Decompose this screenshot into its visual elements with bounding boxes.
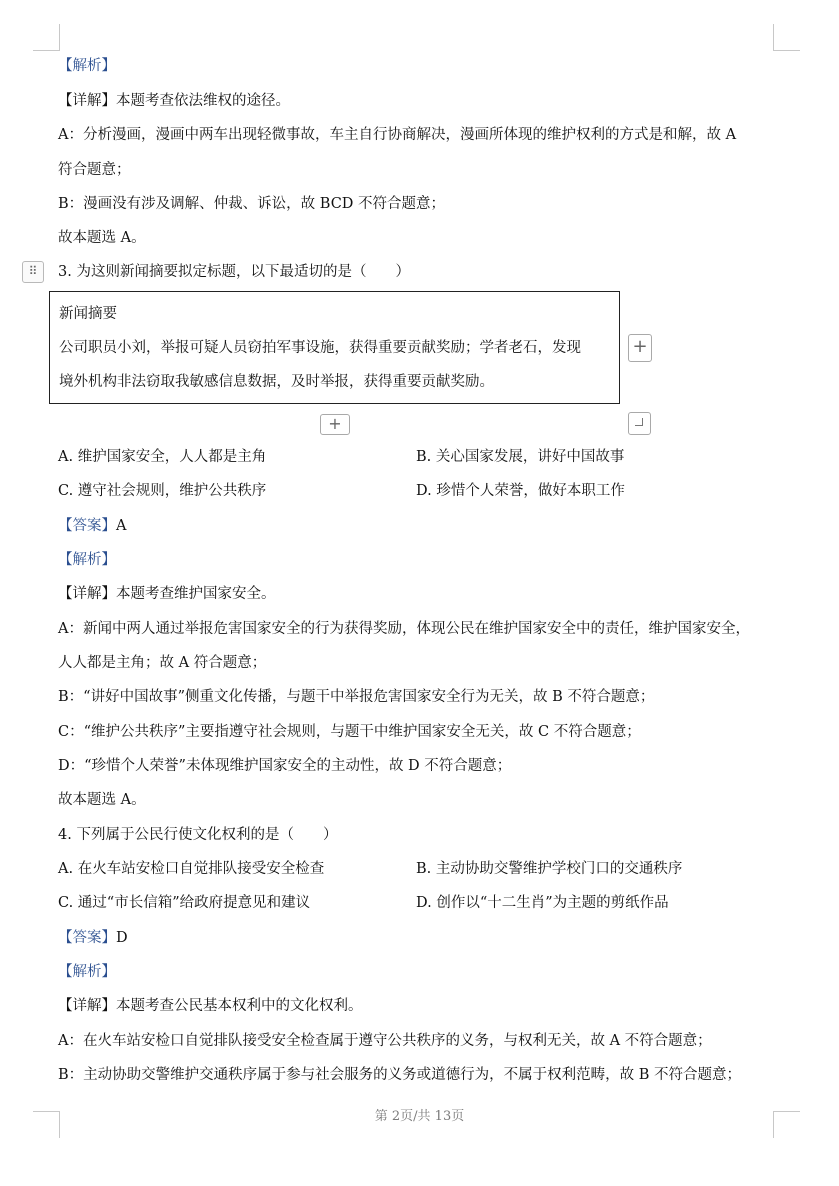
answer-value: A	[116, 518, 127, 534]
drag-handle-icon[interactable]: ⠿	[22, 261, 44, 283]
analysis-label: 【解析】	[58, 552, 116, 568]
question-3-stem: 3. 为这则新闻摘要拟定标题，以下最适切的是（ ）	[58, 264, 410, 280]
add-row-button[interactable]: +	[320, 414, 350, 435]
detail-line: 故本题选 A。	[58, 792, 146, 808]
option-d: D. 创作以“十二生肖”为主题的剪纸作品	[416, 895, 669, 911]
option-a: A. 在火车站安检口自觉排队接受安全检查	[58, 861, 325, 877]
analysis-label: 【解析】	[58, 964, 116, 980]
detail-line: A：分析漫画，漫画中两车出现轻微事故，车主自行协商解决，漫画所体现的维护权利的方式是和解，故 A	[58, 127, 737, 143]
option-c: C. 通过“市长信箱”给政府提意见和建议	[58, 895, 311, 911]
detail-line: B：漫画没有涉及调解、仲裁、诉讼，故 BCD 不符合题意；	[58, 196, 446, 212]
option-b: B. 关心国家发展，讲好中国故事	[416, 449, 625, 465]
option-d: D. 珍惜个人荣誉，做好本职工作	[416, 483, 625, 499]
detail-line: C：“维护公共秩序”主要指遵守社会规则，与题干中维护国家安全无关，故 C 不符合题意；	[58, 724, 641, 740]
news-summary-box	[49, 291, 620, 404]
answer-line	[58, 516, 126, 536]
option-c: C. 遵守社会规则，维护公共秩序	[58, 483, 267, 499]
detail-line: 【详解】本题考查依法维权的途径。	[58, 93, 290, 109]
option-b: B. 主动协助交警维护学校门口的交通秩序	[416, 861, 683, 877]
answer-line	[58, 928, 128, 948]
answer-label: 【答案】	[58, 518, 116, 534]
detail-line: A：新闻中两人通过举报危害国家安全的行为获得奖励，体现公民在维护国家安全中的责任，维护国家安全，	[58, 621, 750, 637]
detail-line: 符合题意；	[58, 162, 131, 178]
corner-mark	[773, 24, 800, 51]
add-column-button[interactable]: +	[628, 334, 652, 362]
answer-label: 【答案】	[58, 930, 116, 946]
detail-line: 故本题选 A。	[58, 230, 146, 246]
option-a: A. 维护国家安全，人人都是主角	[58, 449, 267, 465]
analysis-label: 【解析】	[58, 58, 116, 74]
resize-handle-icon[interactable]	[628, 412, 651, 435]
news-box-title: 新闻摘要	[59, 306, 117, 322]
detail-line: D：“珍惜个人荣誉”未体现维护国家安全的主动性，故 D 不符合题意；	[58, 758, 512, 774]
answer-value: D	[116, 930, 128, 946]
news-box-line: 境外机构非法窃取我敏感信息数据，及时举报，获得重要贡献奖励。	[59, 374, 494, 390]
detail-line: B：“讲好中国故事”侧重文化传播，与题干中举报危害国家安全行为无关，故 B 不符合题意；	[58, 689, 655, 705]
news-box-line: 公司职员小刘，举报可疑人员窃拍军事设施，获得重要贡献奖励；学者老石，发现	[59, 340, 581, 356]
detail-line: A：在火车站安检口自觉排队接受安全检查属于遵守公共秩序的义务，与权利无关，故 A 不符合题意；	[58, 1033, 712, 1049]
detail-line: 【详解】本题考查维护国家安全。	[58, 586, 276, 602]
detail-line: 【详解】本题考查公民基本权利中的文化权利。	[58, 998, 363, 1014]
corner-mark	[33, 24, 60, 51]
detail-line: B：主动协助交警维护交通秩序属于参与社会服务的义务或道德行为，不属于权利范畴，故 B 不符合题意；	[58, 1067, 742, 1083]
question-4-stem: 4. 下列属于公民行使文化权利的是（ ）	[58, 827, 338, 843]
page-number: 第 2页/共 13页	[374, 1109, 465, 1124]
detail-line: 人人都是主角；故 A 符合题意；	[58, 655, 267, 671]
